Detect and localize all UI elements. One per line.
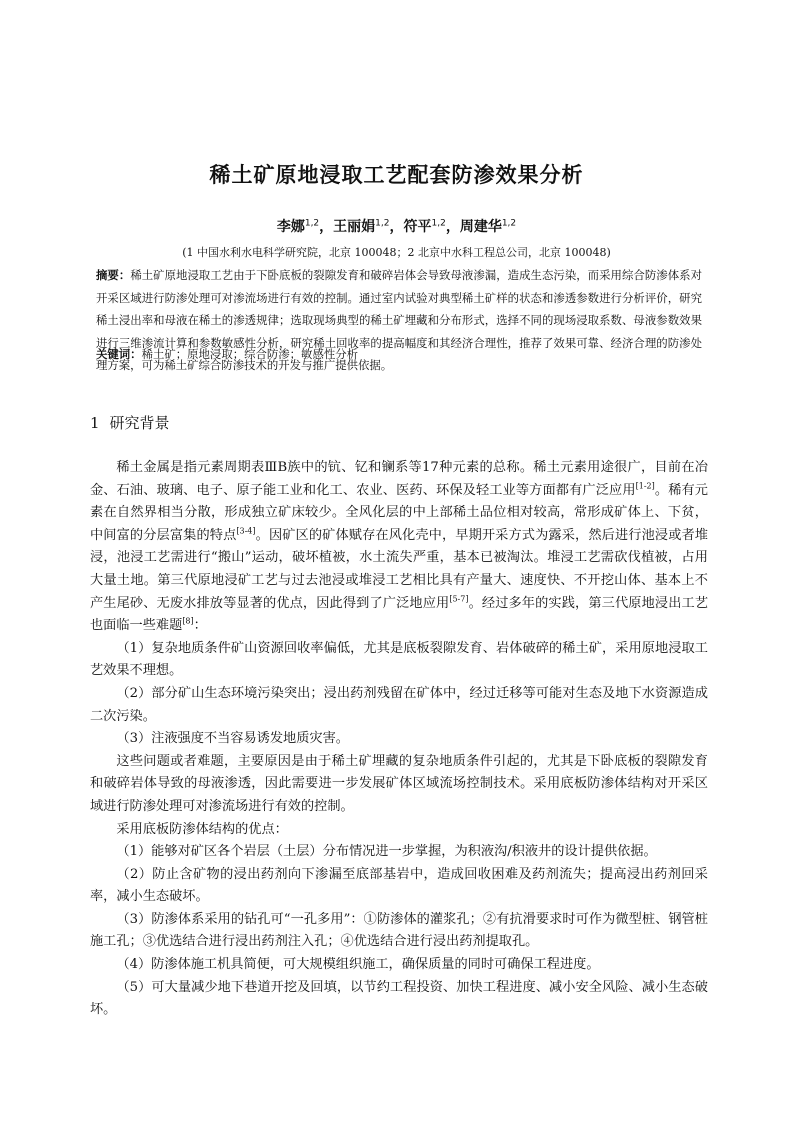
citation: [8] bbox=[182, 616, 194, 626]
author-name: 李娜 bbox=[276, 219, 305, 235]
paragraph-text: 稀土金属是指元素周期表ⅢB族中的钪、钇和镧系等17种元素的总称。稀土元素用途很广，目前在冶金、石油、玻璃、电子、原子能工业和化工、农业、医药、环保及轻工业等方面都有广泛应用 bbox=[90, 460, 708, 498]
author-affiliation-mark: 1,2 bbox=[304, 218, 320, 229]
affiliation: (1 中国水利水电科学研究院，北京 100048；2 北京中水科工程总公司，北京 100048) bbox=[182, 246, 611, 259]
paragraph: 这些问题或者难题，主要原因是由于稀土矿埋藏的复杂地质条件引起的，尤其是下卧底板的裂隙发育和破碎岩体导致的母液渗透，因此需要进一步发展矿体区域流场控制技术。采用底板防渗体结构对开采区域进行防渗处理可对渗流场进行有效的控制。 bbox=[90, 753, 708, 814]
paragraph-text: 。稀有元素在自然界相当分散，形成独立矿床较少。全风化层的中上部稀土品位相对较高，常形成矿体上、下贫，中间富的分层富集的特点 bbox=[90, 482, 708, 543]
author-separator: ， bbox=[445, 219, 460, 235]
keywords-label: 关键词： bbox=[96, 347, 142, 361]
author-affiliation-mark: 1,2 bbox=[501, 218, 517, 229]
section-title: 研究背景 bbox=[109, 414, 170, 432]
list-item: （2）部分矿山生态环境污染突出；浸出药剂残留在矿体中，经过迁移等可能对生态及地下水资源造成二次污染。 bbox=[90, 685, 708, 724]
author-name: 王丽娟 bbox=[333, 219, 376, 235]
author-name: 周建华 bbox=[459, 219, 502, 235]
paragraph-text: ： bbox=[193, 618, 207, 634]
section-number: 1 bbox=[90, 414, 100, 432]
author-list bbox=[0, 216, 793, 236]
abstract-text: 稀土矿原地浸取工艺由于下卧底板的裂隙发育和破碎岩体会导致母液渗漏，造成生态污染，而采用综合防渗体系对开采区域进行防渗处理可对渗流场进行有效的控制。通过室内试验对典型稀土矿样的状态和渗透参数进行分析评价，研究稀土浸出率和母液在稀土的渗透规律；选取现场典型的稀土矿埋藏和分布形式，选择不同的现场浸取系数、母液参数效果进行三维渗流计算和参数敏感性分析，研究稀土回收率的提高幅度和其经济合理性，推荐了效果可靠、经济合理的防渗处理方案，可为稀土矿综合防渗技术的开发与推广提供依据。 bbox=[96, 268, 702, 372]
list-item: （2）防止含矿物的浸出药剂向下渗漏至底部基岩中，造成回收困难及药剂流失；提高浸出药剂回采率，减小生态破坏。 bbox=[90, 866, 708, 905]
list-item: （1）能够对矿区各个岩层（土层）分布情况进一步掌握，为积液沟/积液井的设计提供依据。 bbox=[116, 844, 657, 860]
paragraph-text: 。因矿区的矿体赋存在风化壳中，早期开采方式为露采，然后进行池浸或者堆浸，池浸工艺需进行“搬山”运动，破坏植被，水土流失严重，基本已被淘汰。堆浸工艺需砍伐植被，占用大量土地。第三代原地浸矿工艺与过去池浸或堆浸工艺相比具有产量大、速度快、不开挖山体、基本上不产生尾砂、无废水排放等显著的优点，因此得到了广泛地应用 bbox=[90, 527, 708, 611]
author-affiliation-mark: 1,2 bbox=[431, 218, 446, 229]
list-item: （1）复杂地质条件矿山资源回收率偏低，尤其是底板裂隙发育、岩体破碎的稀土矿，采用原地浸取工艺效果不理想。 bbox=[90, 640, 708, 679]
abstract-label: 摘要： bbox=[96, 268, 131, 282]
paragraph-text: 。经过多年的实践，第三代原地浸出工艺也面临一些难题 bbox=[90, 595, 709, 634]
keywords bbox=[96, 344, 702, 364]
list-item: （3）注液强度不当容易诱发地质灾害。 bbox=[116, 731, 349, 747]
keywords-text: 稀土矿；原地浸取；综合防渗；敏感性分析 bbox=[141, 347, 359, 361]
paper-title: 稀土矿原地浸取工艺配套防渗效果分析 bbox=[209, 163, 584, 187]
list-item: （5）可大量减少地下巷道开挖及回填，以节约工程投资、加快工程进度、减小安全风险、减小生态破坏。 bbox=[90, 979, 708, 1018]
list-item: （4）防渗体施工机具简便，可大规模组织施工，确保质量的同时可确保工程进度。 bbox=[116, 957, 600, 973]
author-separator: ， bbox=[389, 219, 404, 235]
paragraph: 采用底板防渗体结构的优点： bbox=[116, 821, 288, 837]
section-heading bbox=[90, 412, 170, 433]
paragraph bbox=[90, 457, 708, 638]
body-text bbox=[90, 457, 708, 1022]
author-separator: ， bbox=[319, 219, 334, 235]
citation: [1-2] bbox=[635, 481, 655, 491]
author-name: 符平 bbox=[403, 219, 432, 235]
author-affiliation-mark: 1,2 bbox=[375, 218, 390, 229]
list-item: （3）防渗体系采用的钻孔可“一孔多用”：①防渗体的灌浆孔；②有抗滑要求时可作为微型桩、钢管桩施工孔；③优选结合进行浸出药剂注入孔；④优选结合进行浸出药剂提取孔。 bbox=[90, 911, 708, 950]
citation: [3-4] bbox=[236, 526, 256, 536]
citation: [5-7] bbox=[449, 594, 469, 604]
